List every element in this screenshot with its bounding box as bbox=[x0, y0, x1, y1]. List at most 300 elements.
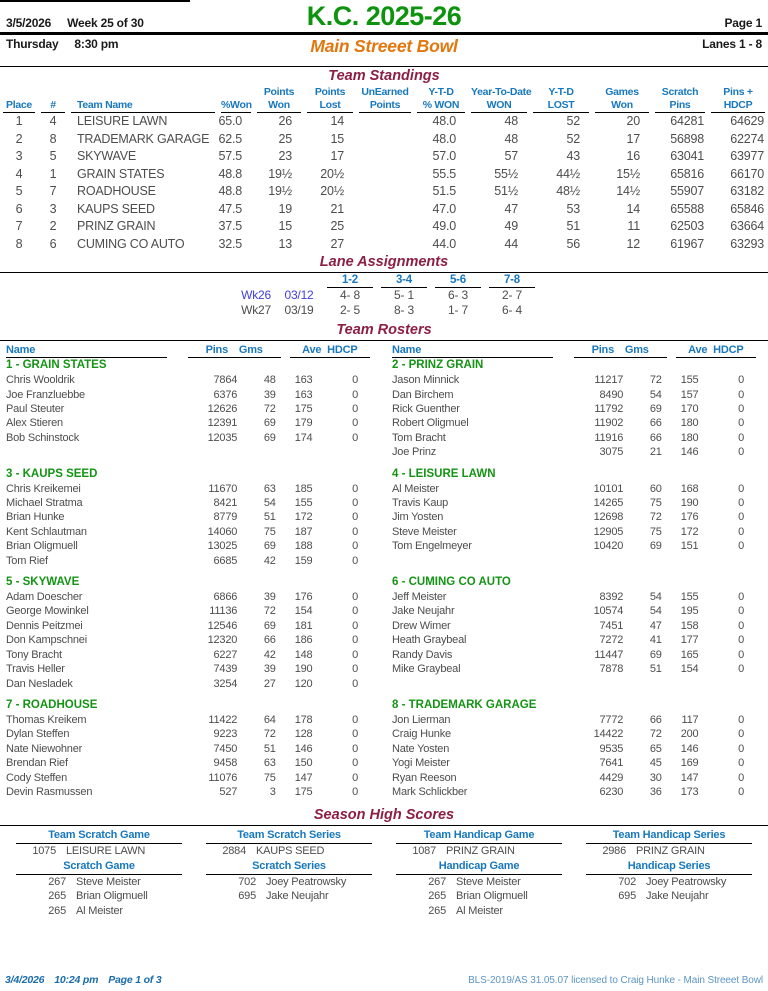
player-games: 41 bbox=[649, 634, 662, 647]
player-pins: 7878 bbox=[599, 663, 624, 676]
roster-col-ave-hdcp: Ave HDCP bbox=[286, 343, 374, 358]
cell-ytd-pct: 57.0 bbox=[432, 149, 456, 164]
roster-col-pins-gms: Pins Gms bbox=[569, 343, 672, 358]
cell-team-name: TRADEMARK GARAGE bbox=[77, 131, 210, 146]
player-games: 66 bbox=[649, 417, 662, 430]
player-handicap: 0 bbox=[352, 771, 358, 784]
player-handicap: 0 bbox=[738, 417, 744, 430]
team-roster bbox=[392, 467, 760, 568]
team-label: 3 - KAUPS SEED bbox=[6, 467, 98, 480]
player-average: 190 bbox=[294, 663, 313, 676]
player-average: 147 bbox=[294, 771, 313, 784]
player-name: Brian Hunke bbox=[6, 511, 65, 524]
lane-week-date: 03/12 bbox=[284, 288, 314, 303]
header-center bbox=[206, 3, 562, 30]
lane-matchup: 4- 8 bbox=[340, 288, 360, 303]
lane-week-label: Wk26 bbox=[241, 288, 271, 303]
player-average: 159 bbox=[294, 554, 313, 567]
cell-scratch-pins: 65588 bbox=[670, 201, 704, 216]
player-pins: 7439 bbox=[213, 663, 238, 676]
cell-team-number: 8 bbox=[49, 131, 57, 146]
player-games: 63 bbox=[263, 757, 276, 770]
player-pins: 6227 bbox=[213, 648, 238, 661]
col-pct-won: %Won bbox=[218, 86, 254, 113]
player-handicap: 0 bbox=[738, 663, 744, 676]
cell-points-lost: 27 bbox=[330, 236, 344, 251]
high-score-individual-header: Handicap Series bbox=[574, 859, 764, 875]
player-average: 146 bbox=[294, 742, 313, 755]
player-average: 187 bbox=[294, 525, 313, 538]
player-name: Dan Nesladek bbox=[6, 677, 73, 690]
team-roster bbox=[6, 467, 374, 568]
player-pins: 11916 bbox=[594, 431, 624, 444]
player-games: 72 bbox=[649, 728, 662, 741]
cell-ytd-won: 48 bbox=[504, 114, 518, 129]
roster-column-header-left bbox=[6, 343, 374, 358]
cell-place: 6 bbox=[15, 201, 23, 216]
cell-ytd-pct: 51.5 bbox=[432, 184, 456, 199]
player-handicap: 0 bbox=[352, 648, 358, 661]
cell-points-won: 23 bbox=[278, 149, 292, 164]
team-label: 7 - ROADHOUSE bbox=[6, 698, 98, 711]
session-day: Thursday bbox=[6, 37, 59, 51]
cell-place: 5 bbox=[15, 184, 23, 199]
player-average: 163 bbox=[294, 374, 313, 387]
cell-points-lost: 20½ bbox=[320, 184, 344, 199]
page-top-edge bbox=[0, 0, 190, 2]
cell-pins-hdcp: 65846 bbox=[730, 201, 764, 216]
player-pins: 7641 bbox=[599, 757, 624, 770]
entry-score: 702 bbox=[238, 875, 256, 888]
player-pins: 8490 bbox=[599, 388, 624, 401]
cell-ytd-lost: 53 bbox=[566, 201, 580, 216]
player-pins: 14422 bbox=[593, 728, 624, 741]
team-roster bbox=[392, 358, 760, 459]
cell-points-lost: 25 bbox=[330, 219, 344, 234]
player-pins: 9458 bbox=[213, 757, 238, 770]
lane-pair-header: 3-4 bbox=[377, 274, 431, 288]
col-ytd-pct-won: Y-T-D % WON bbox=[414, 86, 468, 113]
header-row-2 bbox=[0, 35, 768, 67]
player-pins: 11076 bbox=[208, 771, 238, 784]
high-score-individual-header: Scratch Series bbox=[194, 859, 384, 875]
player-row bbox=[6, 496, 374, 510]
player-games: 75 bbox=[263, 525, 276, 538]
player-games: 69 bbox=[649, 540, 662, 553]
player-row bbox=[392, 771, 760, 785]
player-handicap: 0 bbox=[352, 511, 358, 524]
player-average: 195 bbox=[680, 605, 699, 618]
player-pins: 11447 bbox=[594, 648, 624, 661]
col-unearned-points: UnEarned Points bbox=[356, 86, 414, 113]
player-games: 51 bbox=[263, 742, 276, 755]
player-row bbox=[6, 677, 374, 691]
standings-row bbox=[0, 148, 768, 166]
player-name: Steve Meister bbox=[392, 525, 457, 538]
player-row bbox=[392, 727, 760, 741]
player-average: 174 bbox=[294, 431, 313, 444]
cell-team-number: 4 bbox=[49, 114, 57, 129]
high-score-entry bbox=[4, 875, 194, 890]
player-name: Cody Steffen bbox=[6, 771, 67, 784]
player-pins: 11422 bbox=[208, 713, 238, 726]
player-handicap: 0 bbox=[352, 554, 358, 567]
lane-assignments-table bbox=[229, 274, 539, 318]
player-handicap: 0 bbox=[738, 446, 744, 459]
player-pins: 6685 bbox=[213, 554, 238, 567]
player-games: 66 bbox=[263, 634, 276, 647]
player-row bbox=[392, 496, 760, 510]
player-row bbox=[6, 619, 374, 633]
player-average: 169 bbox=[680, 757, 699, 770]
footer-page: Page 1 of 3 bbox=[108, 974, 162, 986]
col-place: Place bbox=[0, 86, 38, 113]
cell-points-won: 19 bbox=[278, 201, 292, 216]
player-handicap: 0 bbox=[738, 728, 744, 741]
player-handicap: 0 bbox=[352, 431, 358, 444]
player-name: Al Meister bbox=[392, 482, 439, 495]
cell-unearned bbox=[356, 218, 414, 236]
player-average: 170 bbox=[680, 403, 699, 415]
player-average: 181 bbox=[294, 619, 313, 632]
lane-matchup: 2- 7 bbox=[502, 288, 522, 303]
team-players-table bbox=[6, 590, 374, 691]
roster-col-ave-hdcp: Ave HDCP bbox=[672, 343, 760, 358]
cell-ytd-pct: 48.0 bbox=[432, 131, 456, 146]
cell-scratch-pins: 56898 bbox=[670, 131, 704, 146]
player-name: Jon Lierman bbox=[392, 713, 451, 726]
player-name: Tom Rief bbox=[6, 554, 48, 567]
standings-row bbox=[0, 166, 768, 184]
cell-pins-hdcp: 63293 bbox=[730, 236, 764, 251]
player-games: 69 bbox=[263, 619, 276, 632]
player-games: 66 bbox=[649, 713, 662, 726]
player-games: 47 bbox=[649, 619, 662, 632]
player-pins: 10420 bbox=[593, 540, 624, 553]
team-players-table bbox=[392, 482, 760, 554]
player-average: 180 bbox=[680, 417, 699, 430]
player-row bbox=[6, 416, 374, 430]
player-average: 148 bbox=[294, 648, 313, 661]
lane-week-label: Wk27 bbox=[241, 303, 271, 318]
team-label: 6 - CUMING CO AUTO bbox=[392, 576, 511, 589]
cell-points-lost: 20½ bbox=[320, 166, 344, 181]
standings-row bbox=[0, 218, 768, 236]
high-score-team-header: Team Handicap Series bbox=[574, 828, 764, 844]
roster-column-header-right bbox=[392, 343, 760, 358]
player-pins: 10574 bbox=[593, 605, 624, 618]
cell-scratch-pins: 62503 bbox=[670, 219, 704, 234]
cell-unearned bbox=[356, 236, 414, 254]
player-name: Travis Kaup bbox=[392, 497, 449, 510]
player-name: Travis Heller bbox=[6, 663, 65, 676]
entry-name: Al Meister bbox=[456, 904, 503, 917]
cell-team-number: 6 bbox=[49, 236, 57, 251]
player-row bbox=[392, 388, 760, 402]
player-name: Heath Graybeal bbox=[392, 634, 467, 647]
cell-points-lost: 15 bbox=[330, 131, 344, 146]
team-label: 8 - TRADEMARK GARAGE bbox=[392, 698, 537, 711]
player-games: 65 bbox=[649, 742, 662, 755]
cell-ytd-won: 51½ bbox=[494, 184, 518, 199]
player-row bbox=[392, 590, 760, 604]
team-label: 4 - LEISURE LAWN bbox=[392, 467, 496, 480]
player-pins: 12035 bbox=[207, 431, 238, 444]
player-pins: 11217 bbox=[594, 374, 624, 387]
player-average: 150 bbox=[294, 757, 313, 770]
high-score-entries bbox=[4, 875, 194, 919]
player-average: 177 bbox=[680, 634, 699, 647]
player-handicap: 0 bbox=[738, 374, 744, 387]
high-score-team-line bbox=[384, 844, 574, 859]
entry-score: 265 bbox=[48, 890, 66, 903]
player-name: Paul Steuter bbox=[6, 403, 65, 415]
cell-place: 3 bbox=[15, 149, 23, 164]
player-games: 51 bbox=[649, 663, 662, 676]
player-average: 158 bbox=[680, 619, 699, 632]
center-name-wrap bbox=[206, 37, 562, 57]
header-left bbox=[6, 16, 206, 30]
player-row bbox=[6, 756, 374, 770]
player-handicap: 0 bbox=[352, 605, 358, 618]
rosters-title: Team Rosters bbox=[0, 321, 768, 341]
league-title: K.C. 2025-26 bbox=[306, 1, 462, 31]
player-pins: 12546 bbox=[207, 619, 238, 632]
player-name: Randy Davis bbox=[392, 648, 453, 661]
cell-ytd-lost: 43 bbox=[566, 149, 580, 164]
high-score-individual-header: Handicap Game bbox=[384, 859, 574, 875]
player-name: Dennis Peitzmei bbox=[6, 619, 83, 632]
cell-scratch-pins: 61967 bbox=[670, 236, 704, 251]
player-name: Yogi Meister bbox=[392, 757, 450, 770]
cell-points-won: 15 bbox=[278, 219, 292, 234]
high-score-entry bbox=[384, 875, 574, 890]
player-name: Mark Schlickber bbox=[392, 785, 468, 798]
player-games: 64 bbox=[263, 713, 276, 726]
player-name: Joe Prinz bbox=[392, 446, 437, 459]
entry-name: Jake Neujahr bbox=[266, 890, 329, 903]
high-score-team-header: Team Scratch Game bbox=[4, 828, 194, 844]
cell-ytd-pct: 49.0 bbox=[432, 219, 456, 234]
lane-pair-header: 5-6 bbox=[431, 274, 485, 288]
player-games: 72 bbox=[263, 605, 276, 618]
cell-points-won: 26 bbox=[278, 114, 292, 129]
player-name: Thomas Kreikem bbox=[6, 713, 87, 726]
high-score-team-header: Team Scratch Series bbox=[194, 828, 384, 844]
cell-unearned bbox=[356, 201, 414, 219]
player-average: 178 bbox=[294, 713, 313, 726]
team-roster bbox=[6, 358, 374, 459]
high-score-entries bbox=[574, 875, 764, 904]
roster-col-name: Name bbox=[392, 343, 569, 358]
player-games: 3 bbox=[269, 785, 276, 798]
player-games: 75 bbox=[649, 497, 662, 510]
player-pins: 12698 bbox=[593, 511, 624, 524]
col-games-won: Games Won bbox=[592, 86, 652, 113]
col-ytd-won: Year-To-Date WON bbox=[468, 86, 530, 113]
player-name: Brendan Rief bbox=[6, 757, 68, 770]
player-handicap: 0 bbox=[352, 403, 358, 415]
player-pins: 12320 bbox=[207, 634, 238, 647]
player-row bbox=[392, 431, 760, 445]
cell-pct-won: 48.8 bbox=[218, 166, 242, 181]
player-row bbox=[392, 482, 760, 496]
player-handicap: 0 bbox=[738, 757, 744, 770]
header-row-1 bbox=[0, 0, 768, 35]
cell-points-won: 13 bbox=[278, 236, 292, 251]
player-row bbox=[6, 402, 374, 416]
cell-pct-won: 48.8 bbox=[218, 184, 242, 199]
player-pins: 11136 bbox=[209, 605, 238, 618]
cell-points-lost: 17 bbox=[330, 149, 344, 164]
player-average: 165 bbox=[680, 648, 699, 661]
player-row bbox=[392, 662, 760, 676]
player-name: Michael Stratma bbox=[6, 497, 83, 510]
standings-row bbox=[0, 201, 768, 219]
lane-week-row-next bbox=[229, 288, 539, 303]
cell-pct-won: 62.5 bbox=[218, 131, 242, 146]
cell-team-name: SKYWAVE bbox=[77, 149, 137, 164]
player-name: Joe Franzluebbe bbox=[6, 388, 85, 401]
player-row bbox=[6, 713, 374, 727]
lane-header-spacer bbox=[275, 274, 323, 288]
player-games: 69 bbox=[649, 648, 662, 661]
player-games: 21 bbox=[649, 446, 662, 459]
team-roster bbox=[392, 575, 760, 691]
team-players-table bbox=[392, 713, 760, 799]
player-games: 69 bbox=[649, 403, 662, 415]
player-handicap: 0 bbox=[738, 511, 744, 524]
player-average: 186 bbox=[294, 634, 313, 647]
player-handicap: 0 bbox=[738, 388, 744, 401]
player-games: 66 bbox=[649, 431, 662, 444]
team-label: 1 - GRAIN STATES bbox=[6, 359, 107, 372]
player-row bbox=[6, 662, 374, 676]
high-score-entry bbox=[194, 875, 384, 890]
standings-row bbox=[0, 183, 768, 201]
cell-pins-hdcp: 66170 bbox=[730, 166, 764, 181]
team-label: 2 - PRINZ GRAIN bbox=[392, 359, 484, 372]
high-score-entry bbox=[4, 889, 194, 904]
player-pins: 8392 bbox=[599, 591, 624, 604]
player-handicap: 0 bbox=[352, 742, 358, 755]
player-handicap: 0 bbox=[352, 497, 358, 510]
player-row bbox=[6, 539, 374, 553]
player-row bbox=[392, 785, 760, 799]
player-games: 45 bbox=[649, 757, 662, 770]
player-pins: 14265 bbox=[593, 497, 624, 510]
player-name: Jeff Meister bbox=[392, 591, 447, 604]
cell-points-won: 25 bbox=[278, 131, 292, 146]
cell-pct-won: 37.5 bbox=[218, 219, 242, 234]
footer-license: BLS-2019/AS 31.05.07 licensed to Craig Hunke - Main Streeet Bowl bbox=[468, 975, 763, 986]
player-pins: 9223 bbox=[213, 728, 238, 741]
player-games: 69 bbox=[263, 417, 276, 430]
player-games: 39 bbox=[263, 388, 276, 401]
player-average: 155 bbox=[680, 374, 699, 387]
standings-row bbox=[0, 113, 768, 131]
cell-pins-hdcp: 63182 bbox=[730, 184, 764, 199]
lanes-range: Lanes 1 - 8 bbox=[702, 37, 762, 51]
team-name: PRINZ GRAIN bbox=[446, 845, 515, 858]
roster-col-name: Name bbox=[6, 343, 183, 358]
standings-row bbox=[0, 131, 768, 149]
player-name: Craig Hunke bbox=[392, 728, 451, 741]
player-handicap: 0 bbox=[352, 634, 358, 647]
cell-scratch-pins: 55907 bbox=[670, 184, 704, 199]
player-handicap: 0 bbox=[738, 742, 744, 755]
player-average: 117 bbox=[681, 713, 699, 726]
player-games: 36 bbox=[649, 785, 662, 798]
cell-scratch-pins: 65816 bbox=[670, 166, 704, 181]
cell-place: 7 bbox=[15, 219, 23, 234]
cell-games-won: 11 bbox=[627, 219, 640, 234]
entry-score: 695 bbox=[238, 890, 256, 903]
player-pins: 12905 bbox=[593, 525, 624, 538]
player-handicap: 0 bbox=[352, 374, 358, 387]
player-name: Robert Oligmuel bbox=[392, 417, 469, 430]
player-name: Mike Graybeal bbox=[392, 663, 461, 676]
high-score-entry bbox=[574, 889, 764, 904]
cell-team-name: GRAIN STATES bbox=[77, 166, 165, 181]
standings-header-row bbox=[0, 86, 768, 113]
player-games: 69 bbox=[263, 540, 276, 553]
cell-ytd-won: 57 bbox=[504, 149, 518, 164]
cell-points-won: 19½ bbox=[268, 166, 292, 181]
entry-score: 267 bbox=[428, 875, 446, 888]
rosters-grid bbox=[0, 341, 768, 806]
player-name: Tom Bracht bbox=[392, 431, 446, 444]
player-handicap: 0 bbox=[352, 540, 358, 553]
player-average: 175 bbox=[294, 403, 313, 415]
player-name: Jake Neujahr bbox=[392, 605, 455, 618]
team-players-table bbox=[6, 373, 374, 445]
player-handicap: 0 bbox=[352, 663, 358, 676]
player-games: 30 bbox=[649, 771, 662, 784]
cell-scratch-pins: 63041 bbox=[670, 149, 704, 164]
team-name: KAUPS SEED bbox=[256, 845, 325, 858]
high-score-team-line bbox=[574, 844, 764, 859]
cell-games-won: 14½ bbox=[616, 184, 640, 199]
player-row bbox=[392, 742, 760, 756]
player-row bbox=[392, 539, 760, 553]
player-games: 39 bbox=[263, 591, 276, 604]
player-pins: 7451 bbox=[599, 619, 624, 632]
team-label: 5 - SKYWAVE bbox=[6, 576, 80, 589]
player-average: 128 bbox=[294, 728, 313, 741]
player-row bbox=[392, 416, 760, 430]
cell-games-won: 20 bbox=[626, 114, 640, 129]
cell-ytd-won: 48 bbox=[504, 131, 518, 146]
high-score-entry bbox=[574, 875, 764, 890]
high-score-column bbox=[194, 828, 384, 918]
page-number: Page 1 bbox=[724, 16, 762, 30]
cell-ytd-pct: 48.0 bbox=[432, 114, 456, 129]
high-score-column bbox=[574, 828, 764, 918]
entry-name: Steve Meister bbox=[76, 875, 141, 888]
cell-ytd-lost: 48½ bbox=[556, 184, 580, 199]
player-handicap: 0 bbox=[352, 757, 358, 770]
entry-score: 265 bbox=[428, 904, 446, 917]
player-pins: 7772 bbox=[599, 713, 624, 726]
player-name: Nate Yosten bbox=[392, 742, 450, 755]
player-games: 39 bbox=[263, 663, 276, 676]
footer-time: 10:24 pm bbox=[54, 974, 99, 986]
player-row bbox=[392, 373, 760, 387]
col-team-name: Team Name bbox=[68, 86, 218, 113]
col-team-number: # bbox=[38, 86, 68, 113]
cell-pins-hdcp: 64629 bbox=[730, 114, 764, 129]
